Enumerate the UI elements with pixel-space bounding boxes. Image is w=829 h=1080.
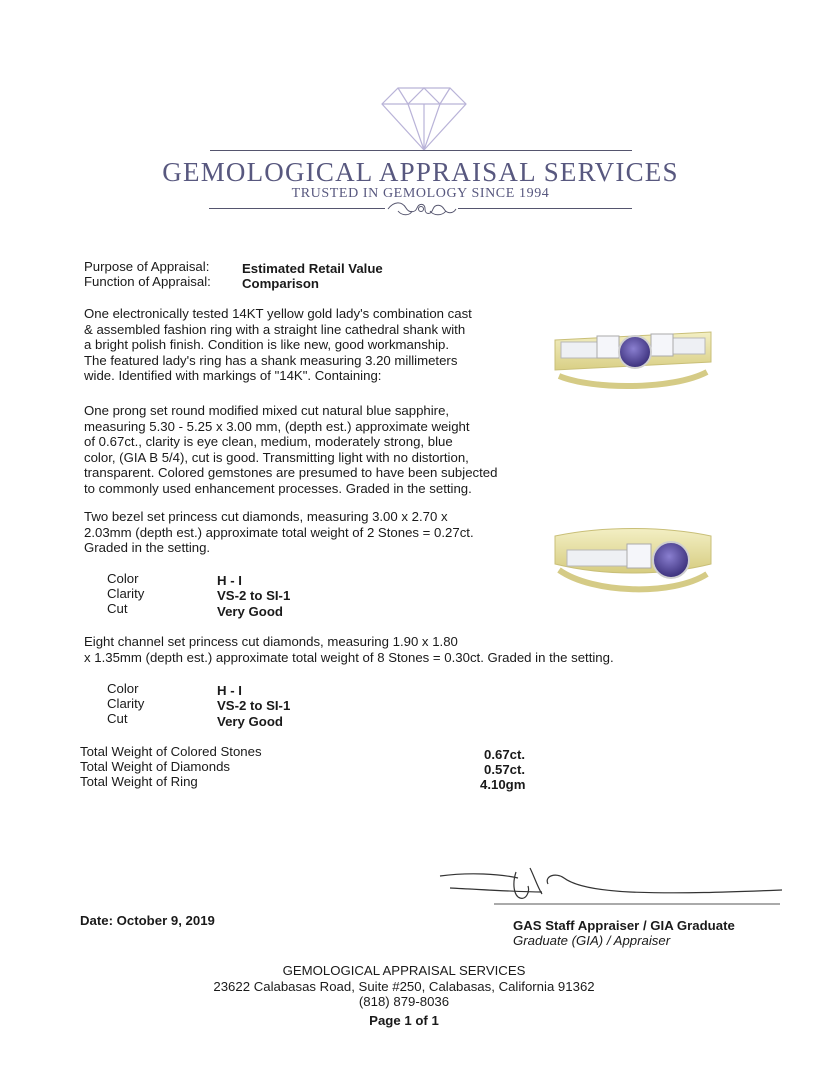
total-ring-value: 4.10gm [480,777,526,792]
sapphire-description-line: One prong set round modified mixed cut natural blue sapphire, [84,403,450,418]
total-ring-label: Total Weight of Ring [80,774,198,789]
bezel-description-line: Two bezel set princess cut diamonds, measuring 3.00 x 2.70 x [84,509,448,524]
header-rule-right [458,208,632,209]
ring-photo-angle [553,524,713,616]
flourish-ornament-icon [384,199,458,219]
grade2-color-label: Color [107,681,139,696]
ring-photo-front [553,318,713,400]
grade2-cut-value: Very Good [217,714,283,729]
grade1-cut-label: Cut [107,601,128,616]
grade1-color-label: Color [107,571,139,586]
channel-diamonds-description [84,634,614,665]
ring-description-line: & assembled fashion ring with a straight line cathedral shank with [84,321,466,337]
sapphire-description-line: to commonly used enhancement processes. Graded in the setting. [84,480,472,496]
total-diamonds-value: 0.57ct. [484,762,526,777]
grade1-color-value: H - I [217,573,242,588]
purpose-value: Estimated Retail Value [242,261,383,276]
channel-description-line: Eight channel set princess cut diamonds, measuring 1.90 x 1.80 [84,634,458,649]
total-colored-value: 0.67ct. [484,747,526,762]
grade2-color-value: H - I [217,683,242,698]
ring-description-line: a bright polish finish. Condition is like new, good workmanship. [84,337,450,353]
company-name: GEMOLOGICAL APPRAISAL SERVICES [162,157,679,187]
bezel-description-line: 2.03mm (depth est.) approximate total weight of 2 Stones = 0.27ct. [84,524,474,540]
sapphire-description [84,403,497,497]
ring-description-line: One electronically tested 14KT yellow gold lady's combination cast [84,306,472,321]
grade2-clarity-label: Clarity [107,696,145,711]
sapphire-description-line: measuring 5.30 - 5.25 x 3.00 mm, (depth est.) approximate weight [84,418,470,434]
grade2-clarity-value: VS-2 to SI-1 [217,698,291,713]
footer-phone: (818) 879-8036 [358,994,450,1009]
function-value: Comparison [242,276,319,291]
total-colored-label: Total Weight of Colored Stones [80,744,262,759]
footer-address: 23622 Calabasas Road, Suite #250, Calabasas, California 91362 [213,979,595,994]
page-number: Page 1 of 1 [369,1013,439,1028]
grade1-clarity-label: Clarity [107,586,145,601]
header-rule-left [209,208,385,209]
bezel-diamonds-description [84,509,474,556]
footer-company: GEMOLOGICAL APPRAISAL SERVICES [282,963,526,978]
appraiser-signature [430,862,790,912]
grade1-cut-value: Very Good [217,604,283,619]
company-tagline: TRUSTED IN GEMOLOGY SINCE 1994 [291,186,550,201]
total-diamonds-label: Total Weight of Diamonds [80,759,231,774]
header-rule-top [210,150,632,151]
diamond-icon [380,86,468,152]
ring-description [84,306,472,384]
function-label: Function of Appraisal: [84,274,211,289]
ring-description-line: The featured lady's ring has a shank measuring 3.20 millimeters [84,352,458,368]
channel-description-line: x 1.35mm (depth est.) approximate total weight of 8 Stones = 0.30ct. Graded in the setting. [84,649,614,665]
sapphire-description-line: of 0.67ct., clarity is eye clean, medium, moderately strong, blue [84,434,453,450]
grade2-cut-label: Cut [107,711,128,726]
bezel-description-line: Graded in the setting. [84,540,211,556]
appraiser-title: GAS Staff Appraiser / GIA Graduate [513,918,735,933]
purpose-label: Purpose of Appraisal: [84,259,210,274]
appraisal-date: Date: October 9, 2019 [80,913,215,928]
appraiser-subtitle: Graduate (GIA) / Appraiser [513,933,671,948]
ring-description-line: wide. Identified with markings of "14K". Containing: [84,368,382,384]
grade1-clarity-value: VS-2 to SI-1 [217,588,291,603]
sapphire-description-line: color, (GIA B 5/4), cut is good. Transmitting light with no distortion, [84,449,469,465]
sapphire-description-line: transparent. Colored gemstones are presumed to have been subjected [84,465,498,481]
